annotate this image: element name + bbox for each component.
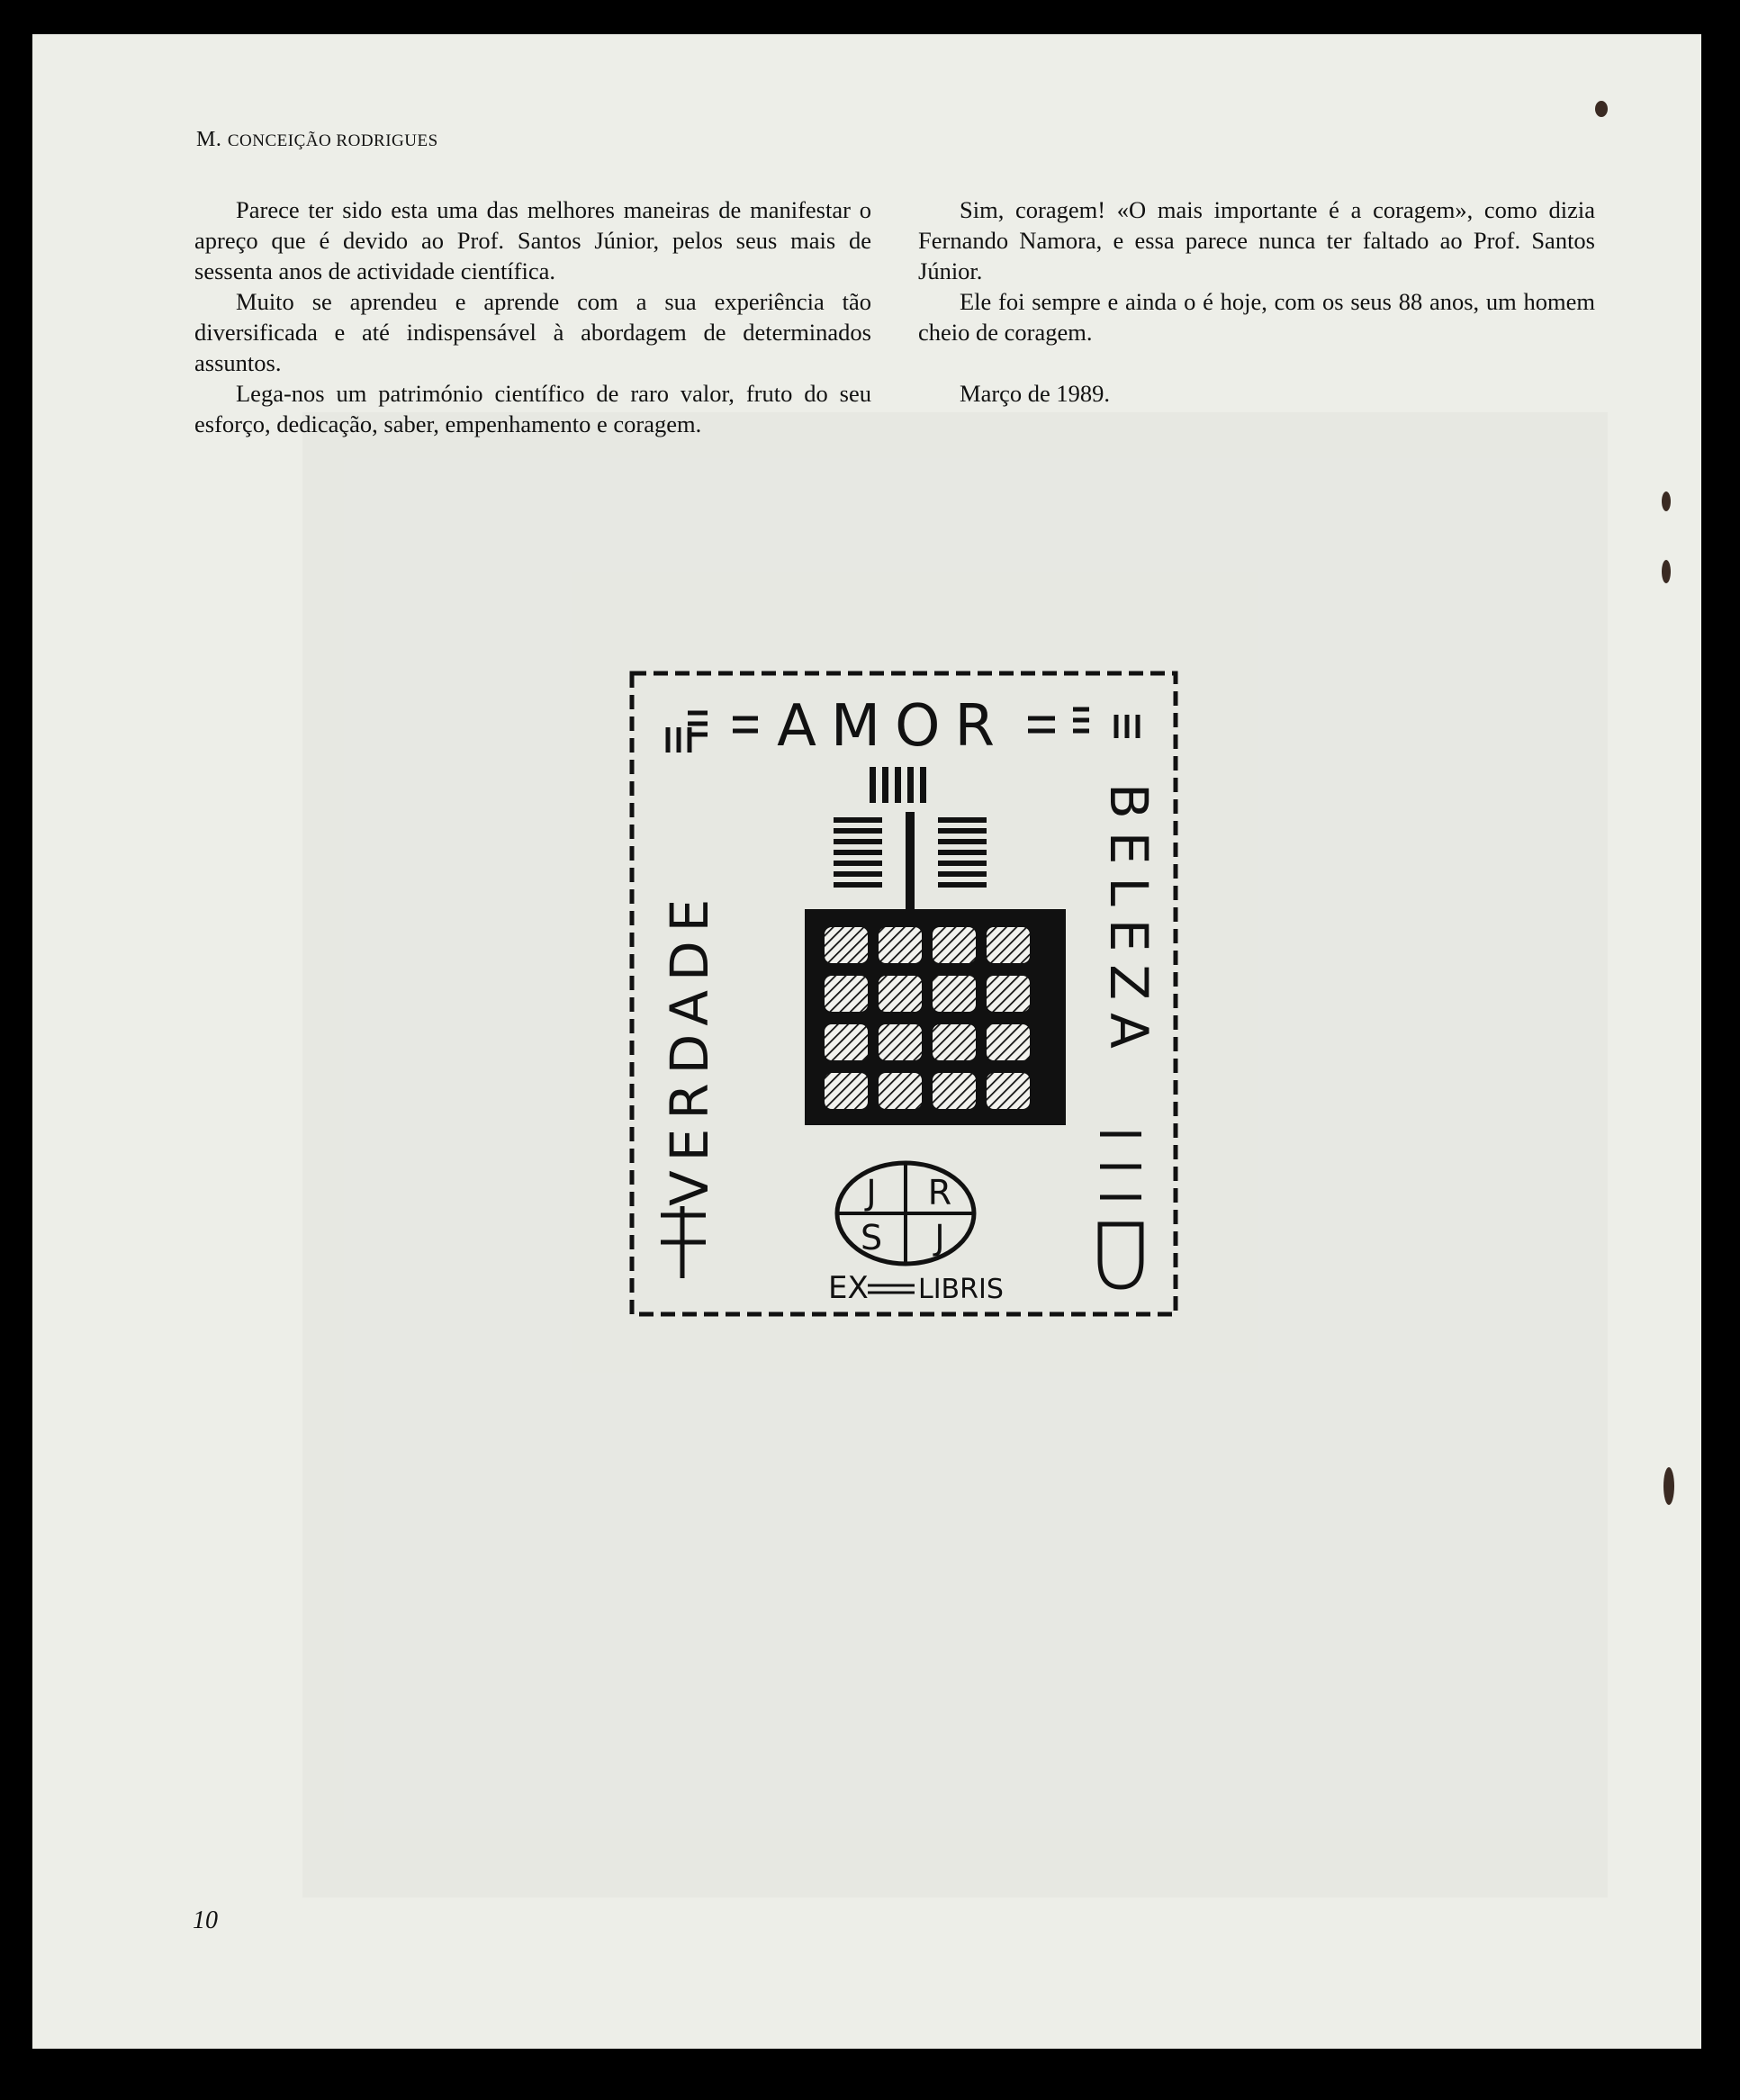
monogram-letter: J [866, 1173, 877, 1212]
edge-stain [1662, 560, 1671, 583]
left-text-column [194, 194, 871, 439]
author-initial: M. [196, 128, 222, 151]
ex-caption: EX [828, 1270, 869, 1306]
libris-caption: LIBRIS [918, 1274, 1004, 1305]
edge-stain [1662, 491, 1671, 511]
monogram-letter: R [927, 1173, 952, 1212]
vertical-bars-ornament [870, 767, 926, 803]
center-stem [906, 812, 915, 909]
paragraph: Sim, coragem! «O mais importante é a coragem», como dizia Fernando Namora, e essa parece nunca ter faltado ao Prof. Santos Júnior. [918, 196, 1595, 284]
author-name: CONCEIÇÃO RODRIGUES [227, 131, 438, 150]
date-line: Março de 1989. [960, 380, 1111, 407]
monogram-letter: J [934, 1218, 945, 1257]
running-head [196, 128, 438, 152]
beleza-word: BELEZA [1098, 783, 1159, 1061]
paragraph: Parece ter sido esta uma das melhores maneiras de manifestar o apreço que é devido ao Prof. Santos Júnior, pelos seus mais de sessenta anos de actividade científica. [194, 196, 871, 284]
document-page [32, 34, 1701, 2049]
monogram-emblem [837, 1163, 974, 1264]
verdade-word: VERDADE [659, 889, 720, 1206]
ex-libris-bookplate [625, 666, 1183, 1321]
page-number: 10 [193, 1906, 218, 1934]
paragraph: Muito se aprendeu e aprende com a sua experiência tão diversificada e até indispensável à abordagem de determinados assuntos. [194, 288, 871, 376]
edge-stain [1595, 101, 1608, 117]
monogram-letter: S [860, 1218, 883, 1257]
paragraph: Lega-nos um património científico de raro valor, fruto do seu esforço, dedicação, saber, empenhamento e coragem. [194, 380, 871, 437]
edge-stain [1663, 1467, 1674, 1505]
amor-word: AMOR [777, 693, 1009, 760]
right-text-column [918, 194, 1595, 409]
caption-divider [868, 1285, 915, 1293]
window-grid-emblem [805, 909, 1066, 1125]
paragraph: Ele foi sempre e ainda o é hoje, com os seus 88 anos, um homem cheio de coragem. [918, 288, 1595, 346]
